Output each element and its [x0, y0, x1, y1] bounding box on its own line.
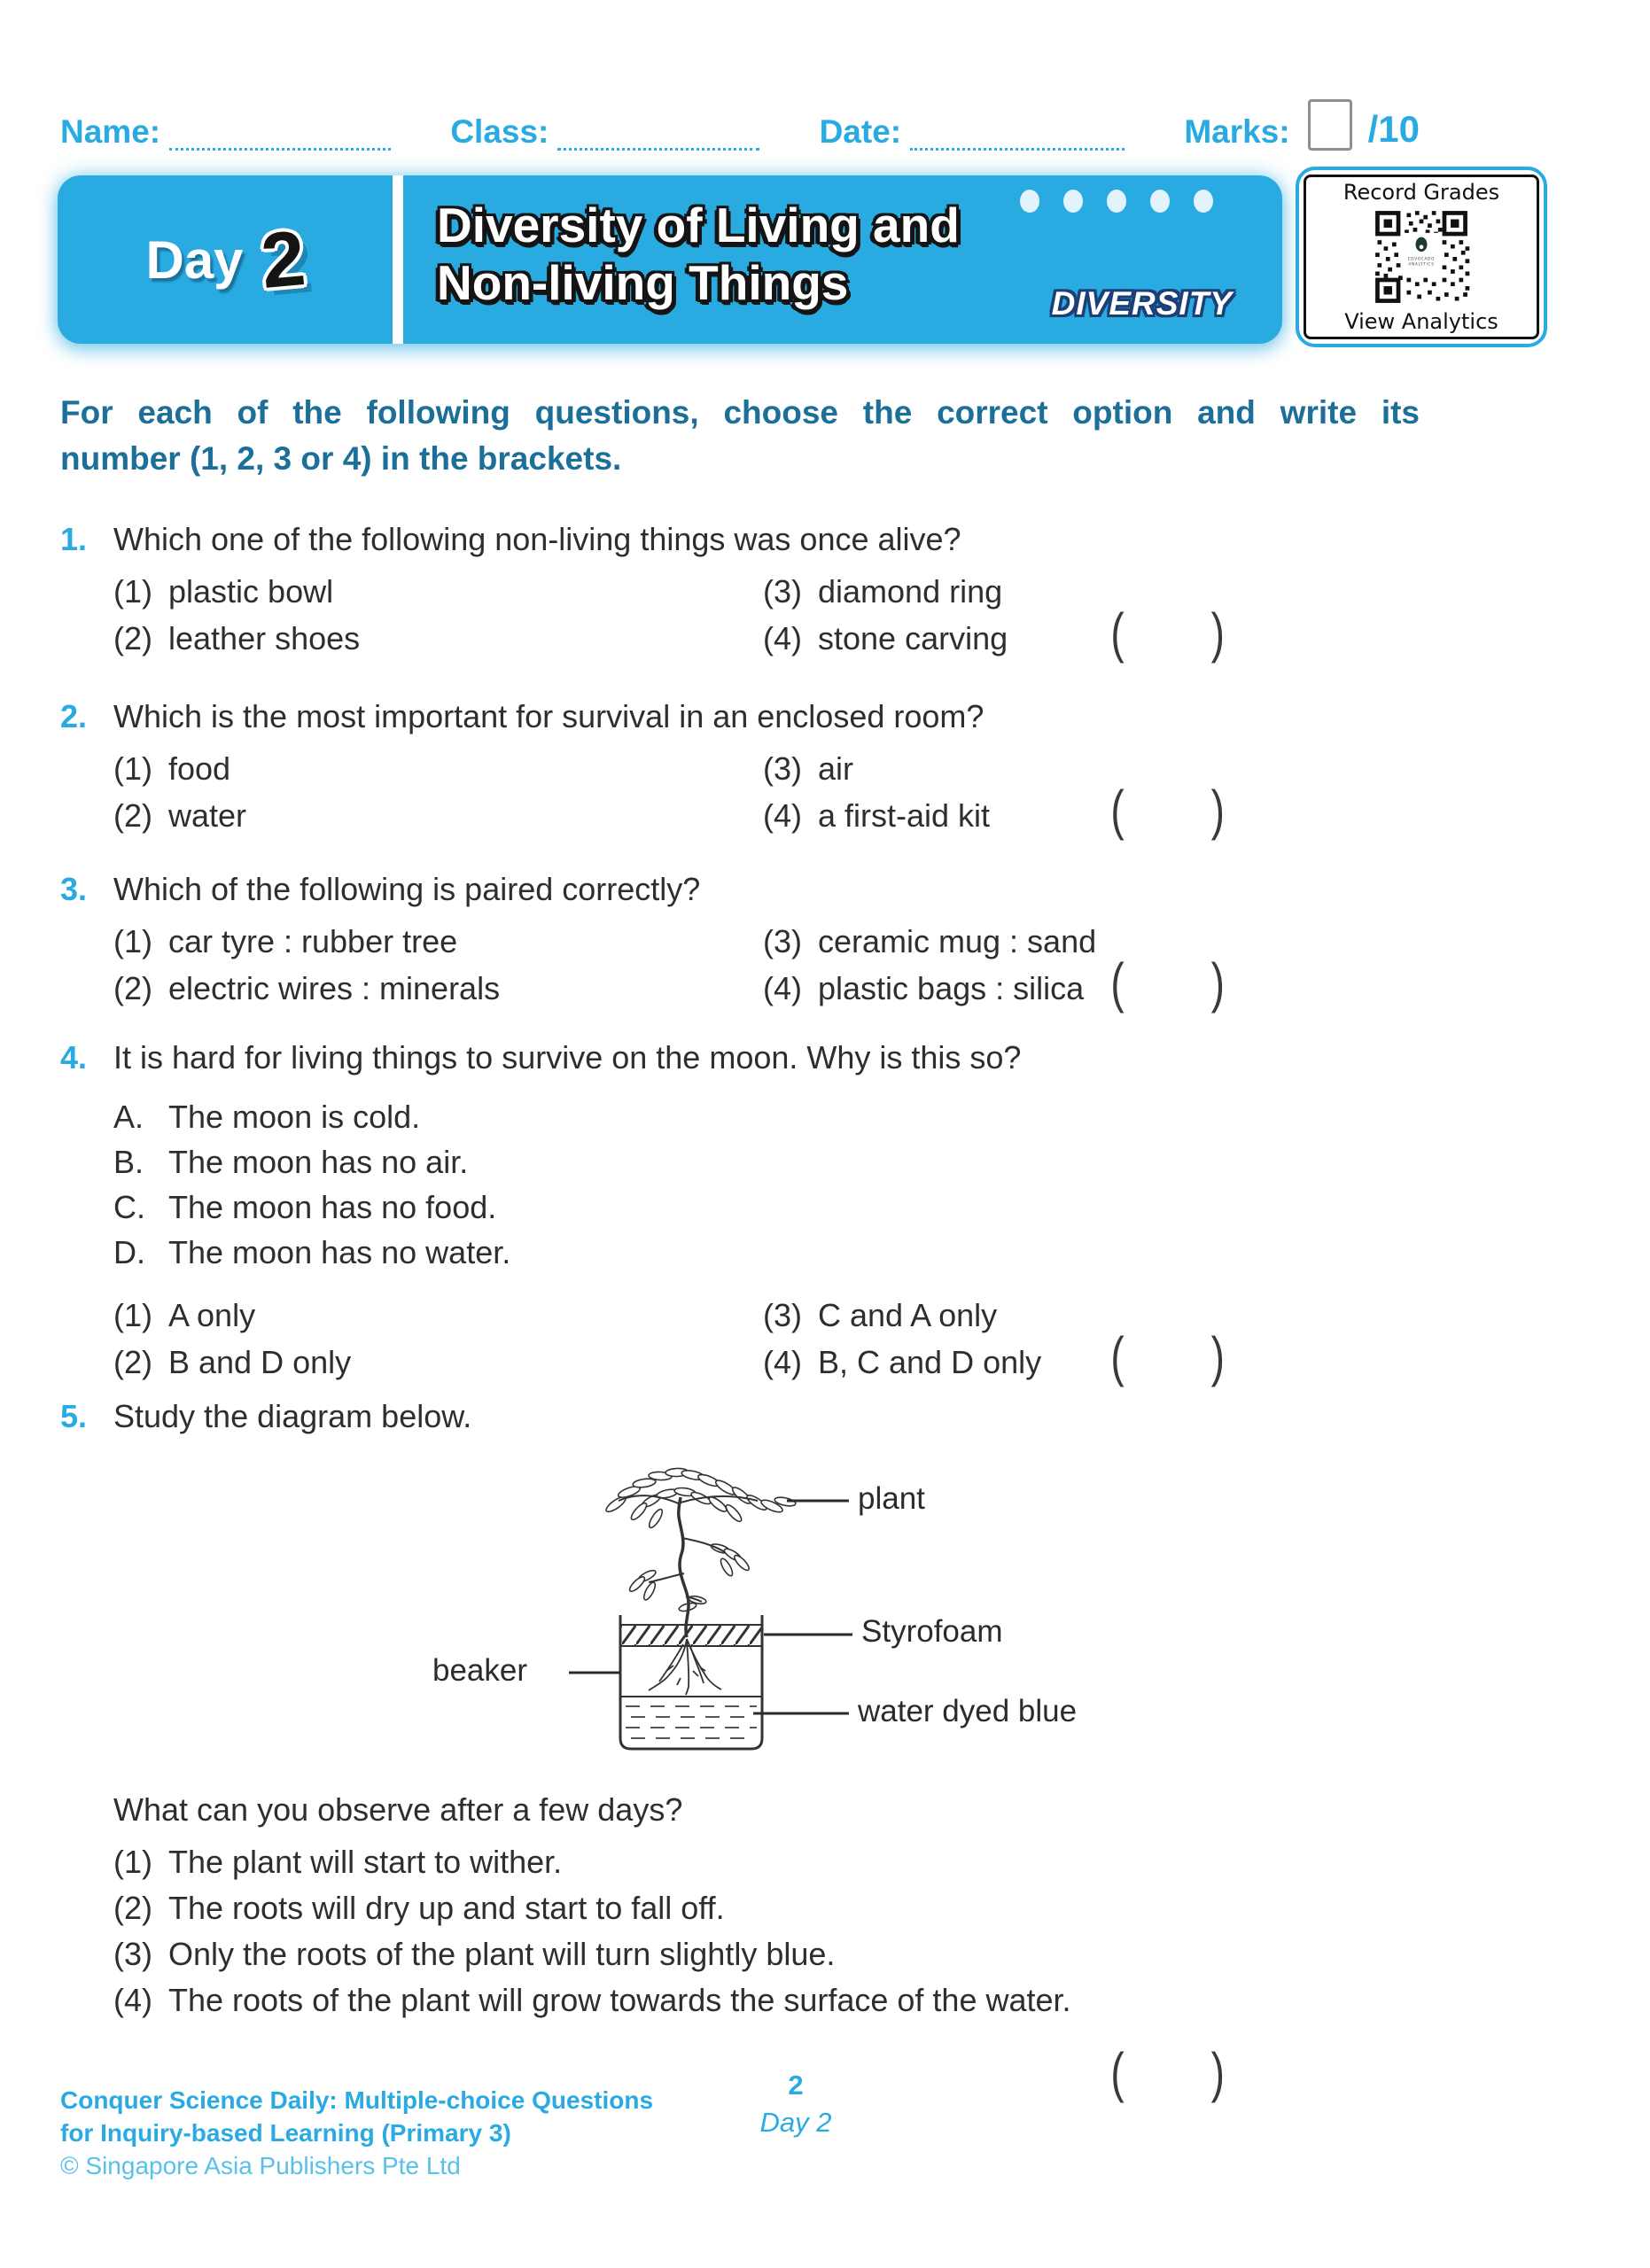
date-field — [820, 111, 1125, 151]
bracket-close: ) — [1210, 951, 1225, 1014]
question-3-number: 3. — [60, 871, 88, 907]
option — [763, 574, 1439, 610]
option — [113, 1298, 763, 1333]
question-1 — [60, 519, 1439, 664]
option-label: Only the roots of the plant will turn slightly blue. — [168, 1936, 836, 1972]
option-label: a first-aid kit — [818, 797, 991, 834]
option — [113, 798, 763, 834]
footer-series-line2: for Inquiry-based Learning (Primary 3) — [60, 2119, 511, 2147]
day-block — [58, 175, 393, 344]
chapter-title — [393, 175, 960, 344]
option — [113, 971, 763, 1006]
marks-label: Marks: — [1184, 113, 1290, 150]
experiment-diagram — [381, 1449, 1276, 1786]
option — [763, 621, 1439, 656]
option-number: (3) — [763, 750, 802, 787]
instructions-line1: For each of the following questions, choose the correct option and write its — [60, 394, 1420, 431]
option — [113, 1937, 1439, 1972]
footer-publisher-block — [60, 2084, 653, 2182]
qr-top-label: Record Grades — [1343, 180, 1500, 205]
day-banner — [58, 175, 1282, 344]
dot-icon — [1107, 190, 1126, 213]
name-input-line[interactable] — [169, 111, 391, 151]
question-4-options — [113, 1298, 1439, 1380]
date-input-line[interactable] — [910, 111, 1125, 151]
qr-logo-line2: ANALYTICS — [1408, 261, 1435, 267]
question-5-text: Study the diagram below. — [113, 1398, 472, 1434]
option-label: electric wires : minerals — [168, 970, 501, 1006]
option-label: The roots of the plant will grow towards the surface of the water. — [168, 1982, 1071, 2018]
diagram-label-plant: plant — [858, 1481, 925, 1516]
option-label: A only — [168, 1297, 256, 1333]
option-label: diamond ring — [818, 573, 1003, 610]
question-3-text: Which of the following is paired correctly? — [113, 871, 701, 907]
qr-analytics-box[interactable] — [1296, 167, 1547, 347]
qr-bottom-label: View Analytics — [1344, 309, 1498, 334]
option — [763, 798, 1439, 834]
option-number: (2) — [113, 1344, 152, 1380]
name-field — [60, 111, 391, 151]
option-number: (1) — [113, 1844, 152, 1880]
option-label: plastic bowl — [168, 573, 334, 610]
plant-leaves — [604, 1468, 797, 1612]
option-number: (4) — [763, 797, 802, 834]
class-input-line[interactable] — [557, 111, 759, 151]
bracket-open: ( — [1110, 951, 1125, 1014]
option-number: (3) — [763, 573, 802, 610]
marks-input-box[interactable] — [1308, 99, 1352, 151]
strand-badge: DIVERSITY — [1051, 285, 1233, 322]
option — [113, 1891, 1439, 1926]
answer-bracket-q3[interactable] — [1110, 951, 1225, 1014]
beaker-outline — [620, 1615, 762, 1749]
option — [113, 1983, 1439, 2018]
question-5-options — [113, 1845, 1439, 2018]
option-number: (1) — [113, 573, 152, 610]
option-number: (4) — [763, 620, 802, 656]
day-label: Day — [145, 229, 244, 290]
statement — [113, 1184, 1439, 1230]
name-label: Name: — [60, 113, 161, 150]
statement-letter: C. — [113, 1189, 145, 1225]
bracket-close: ) — [1210, 1324, 1225, 1388]
option-label: car tyre : rubber tree — [168, 923, 458, 959]
option — [763, 971, 1439, 1006]
qr-code-icon[interactable] — [1369, 205, 1474, 309]
styrofoam-layer — [620, 1625, 762, 1646]
statement — [113, 1094, 1439, 1139]
instructions — [60, 390, 1420, 482]
bracket-open: ( — [1110, 1324, 1125, 1388]
class-field — [450, 111, 759, 151]
banner-divider — [393, 175, 403, 344]
statement-text: The moon has no food. — [168, 1189, 497, 1225]
answer-bracket-q1[interactable] — [1110, 601, 1225, 664]
option — [113, 751, 763, 787]
diagram-drawing — [381, 1449, 1276, 1786]
bracket-close: ) — [1210, 601, 1225, 664]
option — [113, 574, 763, 610]
footer-copyright: © Singapore Asia Publishers Pte Ltd — [60, 2152, 461, 2179]
question-2-options — [113, 751, 1439, 834]
page-day-label: Day 2 — [759, 2107, 832, 2138]
bracket-close: ) — [1210, 778, 1225, 842]
statement-text: The moon has no air. — [168, 1144, 469, 1180]
option-label: leather shoes — [168, 620, 361, 656]
page-number: 2 — [788, 2070, 804, 2101]
option-label: The plant will start to wither. — [168, 1844, 563, 1880]
option — [763, 751, 1439, 787]
option-number: (2) — [113, 797, 152, 834]
day-number: 2 — [257, 214, 308, 305]
option-label: B, C and D only — [818, 1344, 1042, 1380]
qr-logo-line1: EDVOCADO — [1407, 256, 1436, 261]
question-5-number: 5. — [60, 1398, 88, 1434]
footer-series-line1: Conquer Science Daily: Multiple-choice Questions — [60, 2086, 654, 2114]
question-2-text: Which is the most important for survival in an enclosed room? — [113, 698, 985, 734]
dot-icon — [1150, 190, 1170, 213]
option-number: (4) — [113, 1982, 152, 2018]
question-1-number: 1. — [60, 521, 88, 557]
statement-letter: D. — [113, 1234, 145, 1270]
banner-dots — [1020, 190, 1213, 213]
option — [113, 1345, 763, 1380]
bracket-open: ( — [1110, 2040, 1125, 2104]
water-dashes — [626, 1706, 757, 1738]
option-number: (1) — [113, 1297, 152, 1333]
bracket-open: ( — [1110, 601, 1125, 664]
question-5-sub-question: What can you observe after a few days? — [113, 1791, 683, 1828]
answer-bracket-q2[interactable] — [1110, 778, 1225, 842]
option-label: The roots will dry up and start to fall off. — [168, 1890, 725, 1926]
option — [113, 924, 763, 959]
option-label: water — [168, 797, 247, 834]
option-label: plastic bags : silica — [818, 970, 1085, 1006]
instructions-line2: number (1, 2, 3 or 4) in the brackets. — [60, 440, 622, 477]
class-label: Class: — [450, 113, 549, 150]
statement-text: The moon is cold. — [168, 1099, 421, 1135]
option-number: (2) — [113, 970, 152, 1006]
diagram-label-water: water dyed blue — [858, 1694, 1078, 1728]
option-label: B and D only — [168, 1344, 352, 1380]
question-4 — [60, 1037, 1439, 1388]
statement-text: The moon has no water. — [168, 1234, 511, 1270]
option-number: (4) — [763, 970, 802, 1006]
option-number: (3) — [763, 923, 802, 959]
option — [763, 924, 1439, 959]
plant-roots — [649, 1639, 721, 1695]
footer-page-block — [725, 2070, 867, 2139]
option-label: stone carving — [818, 620, 1008, 656]
question-2 — [60, 696, 1439, 842]
statement-letter: B. — [113, 1144, 144, 1180]
question-4-number: 4. — [60, 1039, 88, 1076]
diagram-label-beaker: beaker — [432, 1653, 528, 1688]
date-label: Date: — [819, 113, 902, 150]
question-4-statements — [113, 1094, 1439, 1275]
option-number: (1) — [113, 923, 152, 959]
question-1-text: Which one of the following non-living things was once alive? — [113, 521, 961, 557]
option-number: (3) — [763, 1297, 802, 1333]
edvocado-logo-icon — [1416, 237, 1428, 252]
dot-icon — [1020, 190, 1039, 213]
dot-icon — [1063, 190, 1083, 213]
option — [763, 1298, 1439, 1333]
marks-field — [1184, 99, 1420, 151]
option-number: (3) — [113, 1936, 152, 1972]
header-fields — [60, 99, 1420, 151]
question-4-text: It is hard for living things to survive on the moon. Why is this so? — [113, 1039, 1022, 1076]
option-label: air — [818, 750, 854, 787]
option-number: (1) — [113, 750, 152, 787]
question-1-options — [113, 574, 1439, 656]
statement — [113, 1230, 1439, 1275]
option — [113, 1845, 1439, 1880]
option-number: (4) — [763, 1344, 802, 1380]
marks-total: /10 — [1367, 108, 1420, 150]
statement-letter: A. — [113, 1099, 144, 1135]
question-3-options — [113, 924, 1439, 1006]
option — [113, 621, 763, 656]
bracket-open: ( — [1110, 778, 1125, 842]
dot-icon — [1194, 190, 1213, 213]
diagram-label-styrofoam: Styrofoam — [861, 1614, 1003, 1649]
question-2-number: 2. — [60, 698, 88, 734]
option-label: food — [168, 750, 231, 787]
option-label: C and A only — [818, 1297, 998, 1333]
chapter-title-line2: Non-living Things — [437, 255, 849, 310]
qr-inner-frame — [1304, 175, 1539, 339]
option-number: (2) — [113, 620, 152, 656]
answer-bracket-q5[interactable] — [1110, 2040, 1225, 2104]
option-label: ceramic mug : sand — [818, 923, 1097, 959]
question-3 — [60, 869, 1439, 1014]
answer-bracket-q4[interactable] — [1110, 1324, 1225, 1388]
statement — [113, 1139, 1439, 1184]
option-number: (2) — [113, 1890, 152, 1926]
option — [763, 1345, 1439, 1380]
chapter-title-line1: Diversity of Living and — [437, 198, 960, 252]
bracket-close: ) — [1210, 2040, 1225, 2104]
